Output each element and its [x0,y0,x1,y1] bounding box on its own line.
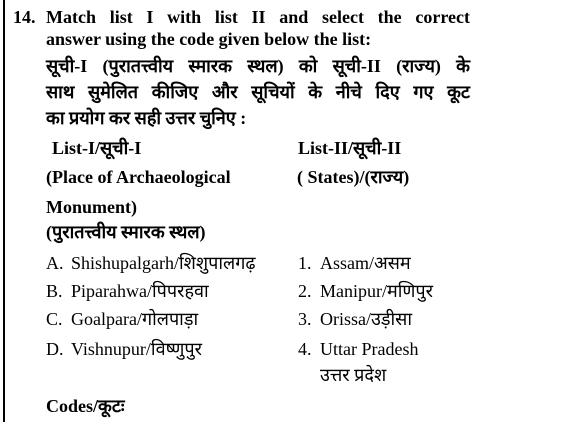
list1-subheading-line-2: Monument) [46,197,137,217]
list2-item-1-marker: 1. [298,253,312,273]
list2-item-3-text: Orissa/उड़ीसा [320,309,412,329]
list1-item-a-text: Shishupalgarh/शिशुपालगढ़ [71,253,256,273]
list2-heading: List-II/सूची-II [298,138,402,158]
list2-item-4-text-hindi: उत्तर प्रदेश [320,365,387,385]
list2-item-4-marker: 4. [298,339,312,359]
question-hindi-line-3: का प्रयोग कर सही उत्तर चुनिए : [46,108,247,128]
question-english-line-2: answer using the code given below the list: [46,29,372,49]
list1-item-d-text: Vishnupur/विष्णुपुर [71,339,202,359]
list2-subheading: ( States)/(राज्य) [297,167,410,187]
list1-item-a-marker: A. [46,253,64,273]
question-hindi-line-2: साथ सुमेलित कीजिए और सूचियों के नीचे दिए गए कूट [46,82,470,102]
question-english [46,6,470,50]
list2-item-4-text: Uttar Pradesh [320,339,419,359]
list2-item-2-marker: 2. [298,281,312,301]
list1-item-b-marker: B. [46,281,63,301]
list2-item-1-text: Assam/असम [320,253,411,273]
left-margin-rule [3,0,5,422]
list1-subheading-line-1: (Place of Archaeological [46,167,231,187]
list1-heading: List-I/सूची-I [52,138,142,158]
list1-subheading-hindi: (पुरातत्त्वीय स्मारक स्थल) [46,222,206,242]
list1-item-d-marker: D. [46,339,64,359]
list1-item-c-text: Goalpara/गोलपाड़ा [71,309,199,329]
codes-label: Codes/कूटः [46,396,125,416]
list1-item-b-text: Piparahwa/पिपरहवा [71,281,209,301]
list2-item-2-text: Manipur/मणिपुर [320,281,434,301]
question-hindi [46,53,470,131]
list1-item-c-marker: C. [46,309,63,329]
question-hindi-line-1: सूची-I (पुरातत्त्वीय स्मारक स्थल) को सूची-II (राज्य) के [46,56,470,76]
list2-item-3-marker: 3. [298,309,312,329]
question-number: 14. [13,7,36,27]
question-english-line-1: Match list I with list II and select the correct [46,7,470,27]
